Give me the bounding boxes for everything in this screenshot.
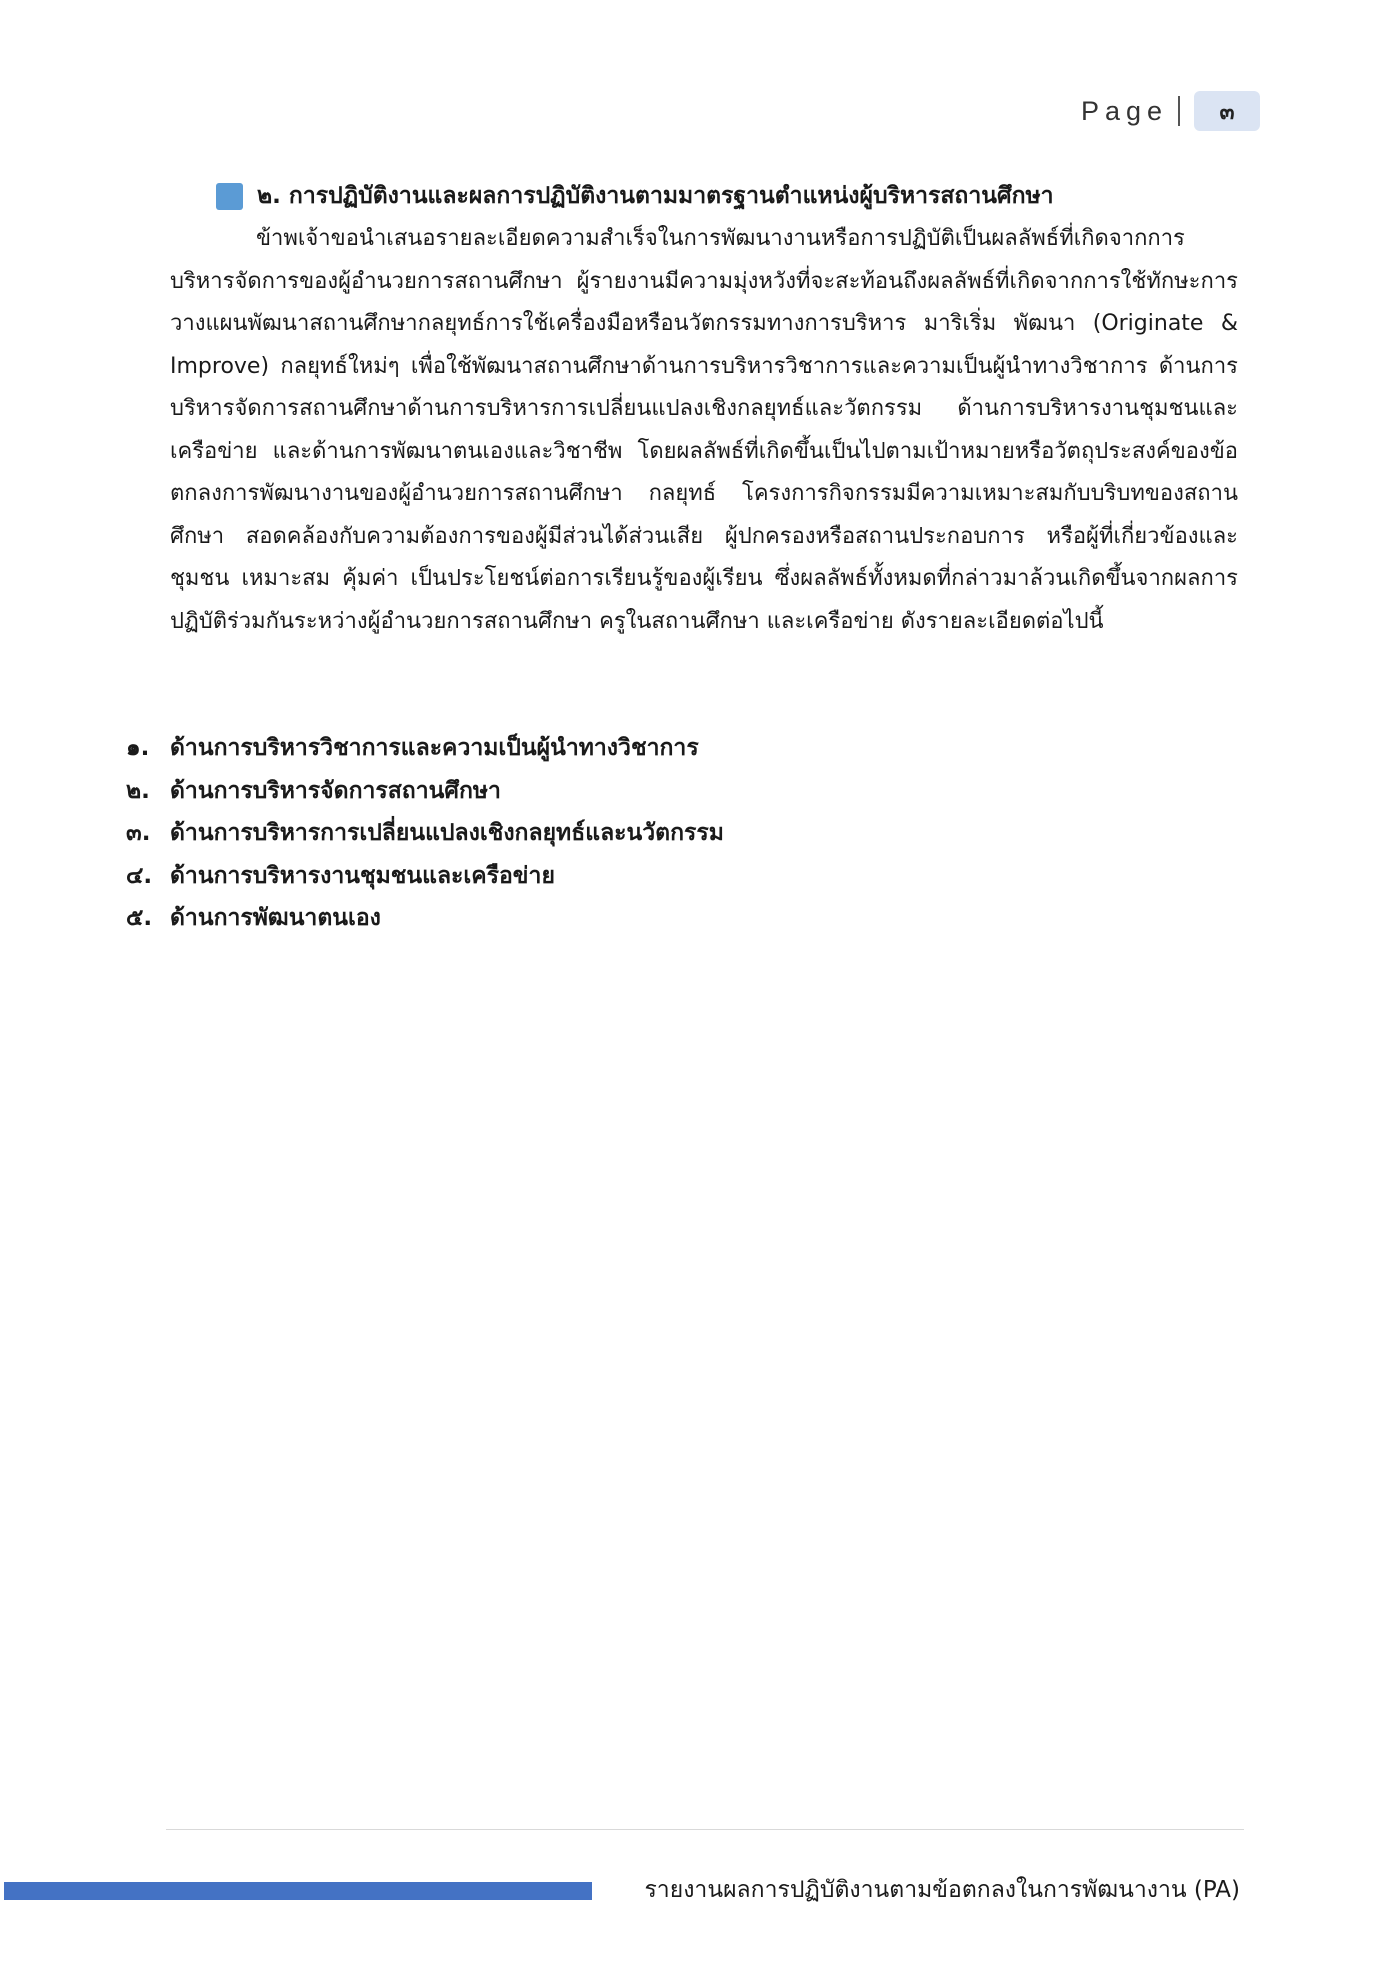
topic-item-5 xyxy=(126,900,724,943)
footer-divider xyxy=(166,1829,1244,1830)
section-heading xyxy=(216,176,1256,216)
topic-label: ด้านการบริหารงานชุมชนและเครือข่าย xyxy=(170,862,555,889)
topic-item-3 xyxy=(126,815,724,858)
section-body-paragraph: ข้าพเจ้าขอนำเสนอรายละเอียดความสำเร็จในการพัฒนางานหรือการปฏิบัติเป็นผลลัพธ์ที่เกิดจากการบริหารจัดการของผู้อำนวยการสถานศึกษา ผู้รายงานมีความมุ่งหวังที่จะสะท้อนถึงผลลัพธ์ที่เกิดจากการใช้ทักษะการวางแผนพัฒนาสถานศึกษากลยุทธ์การใช้เครื่องมือหรือนวัตกรรมทางการบริหาร มาริเริ่ม พัฒนา (Originate & Improve) กลยุทธ์ใหม่ๆ เพื่อใช้พัฒนาสถานศึกษาด้านการบริหารวิชาการและความเป็นผู้นำทางวิชาการ ด้านการบริหารจัดการสถานศึกษาด้านการบริหารการเปลี่ยนแปลงเชิงกลยุทธ์และวัตกรรม ด้านการบริหารงานชุมชนและเครือข่าย และด้านการพัฒนาตนเองและวิชาชีพ โดยผลลัพธ์ที่เกิดขึ้นเป็นไปตามเป้าหมายหรือวัตถุประสงค์ของข้อตกลงการพัฒนางานของผู้อำนวยการสถานศึกษา กลยุทธ์ โครงการกิจกรรมมีความเหมาะสมกับบริบทของสถานศึกษา สอดคล้องกับความต้องการของผู้มีส่วนได้ส่วนเสีย ผู้ปกครองหรือสถานประกอบการ หรือผู้ที่เกี่ยวข้องและชุมชน เหมาะสม คุ้มค่า เป็นประโยชน์ต่อการเรียนรู้ของผู้เรียน ซึ่งผลลัพธ์ทั้งหมดที่กล่าวมาล้วนเกิดขึ้นจากผลการปฏิบัติร่วมกันระหว่างผู้อำนวยการสถานศึกษา ครูในสถานศึกษา และเครือข่าย ดังรายละเอียดต่อไปนี้ xyxy=(170,226,1238,634)
topic-number: ๒. xyxy=(126,777,150,804)
page-header xyxy=(1081,90,1260,132)
footer-report-title: รายงานผลการปฏิบัติงานตามข้อตกลงในการพัฒนางาน (PA) xyxy=(644,1877,1240,1903)
topic-number: ๕. xyxy=(126,905,153,931)
page-label: Page xyxy=(1080,95,1168,126)
topic-number: ๑. xyxy=(126,735,150,761)
topic-label: ด้านการพัฒนาตนเอง xyxy=(170,905,381,931)
topic-number: ๔. xyxy=(126,862,153,889)
footer-accent-bar xyxy=(4,1882,592,1900)
topic-label: ด้านการบริหารการเปลี่ยนแปลงเชิงกลยุทธ์และนวัตกรรม xyxy=(170,820,724,846)
page-number: ๓ xyxy=(1194,91,1260,131)
topic-label: ด้านการบริหารจัดการสถานศึกษา xyxy=(170,777,501,804)
topic-label: ด้านการบริหารวิชาการและความเป็นผู้นำทางวิชาการ xyxy=(170,735,699,761)
topic-list xyxy=(126,730,724,943)
heading-marker-square xyxy=(216,183,243,210)
page-separator xyxy=(1178,96,1180,126)
topic-item-1 xyxy=(126,730,724,773)
topic-item-4 xyxy=(126,858,724,901)
section-title: ๒. การปฏิบัติงานและผลการปฏิบัติงานตามมาตรฐานตำแหน่งผู้บริหารสถานศึกษา xyxy=(257,183,1054,209)
topic-number: ๓. xyxy=(126,820,151,846)
topic-item-2 xyxy=(126,773,724,816)
